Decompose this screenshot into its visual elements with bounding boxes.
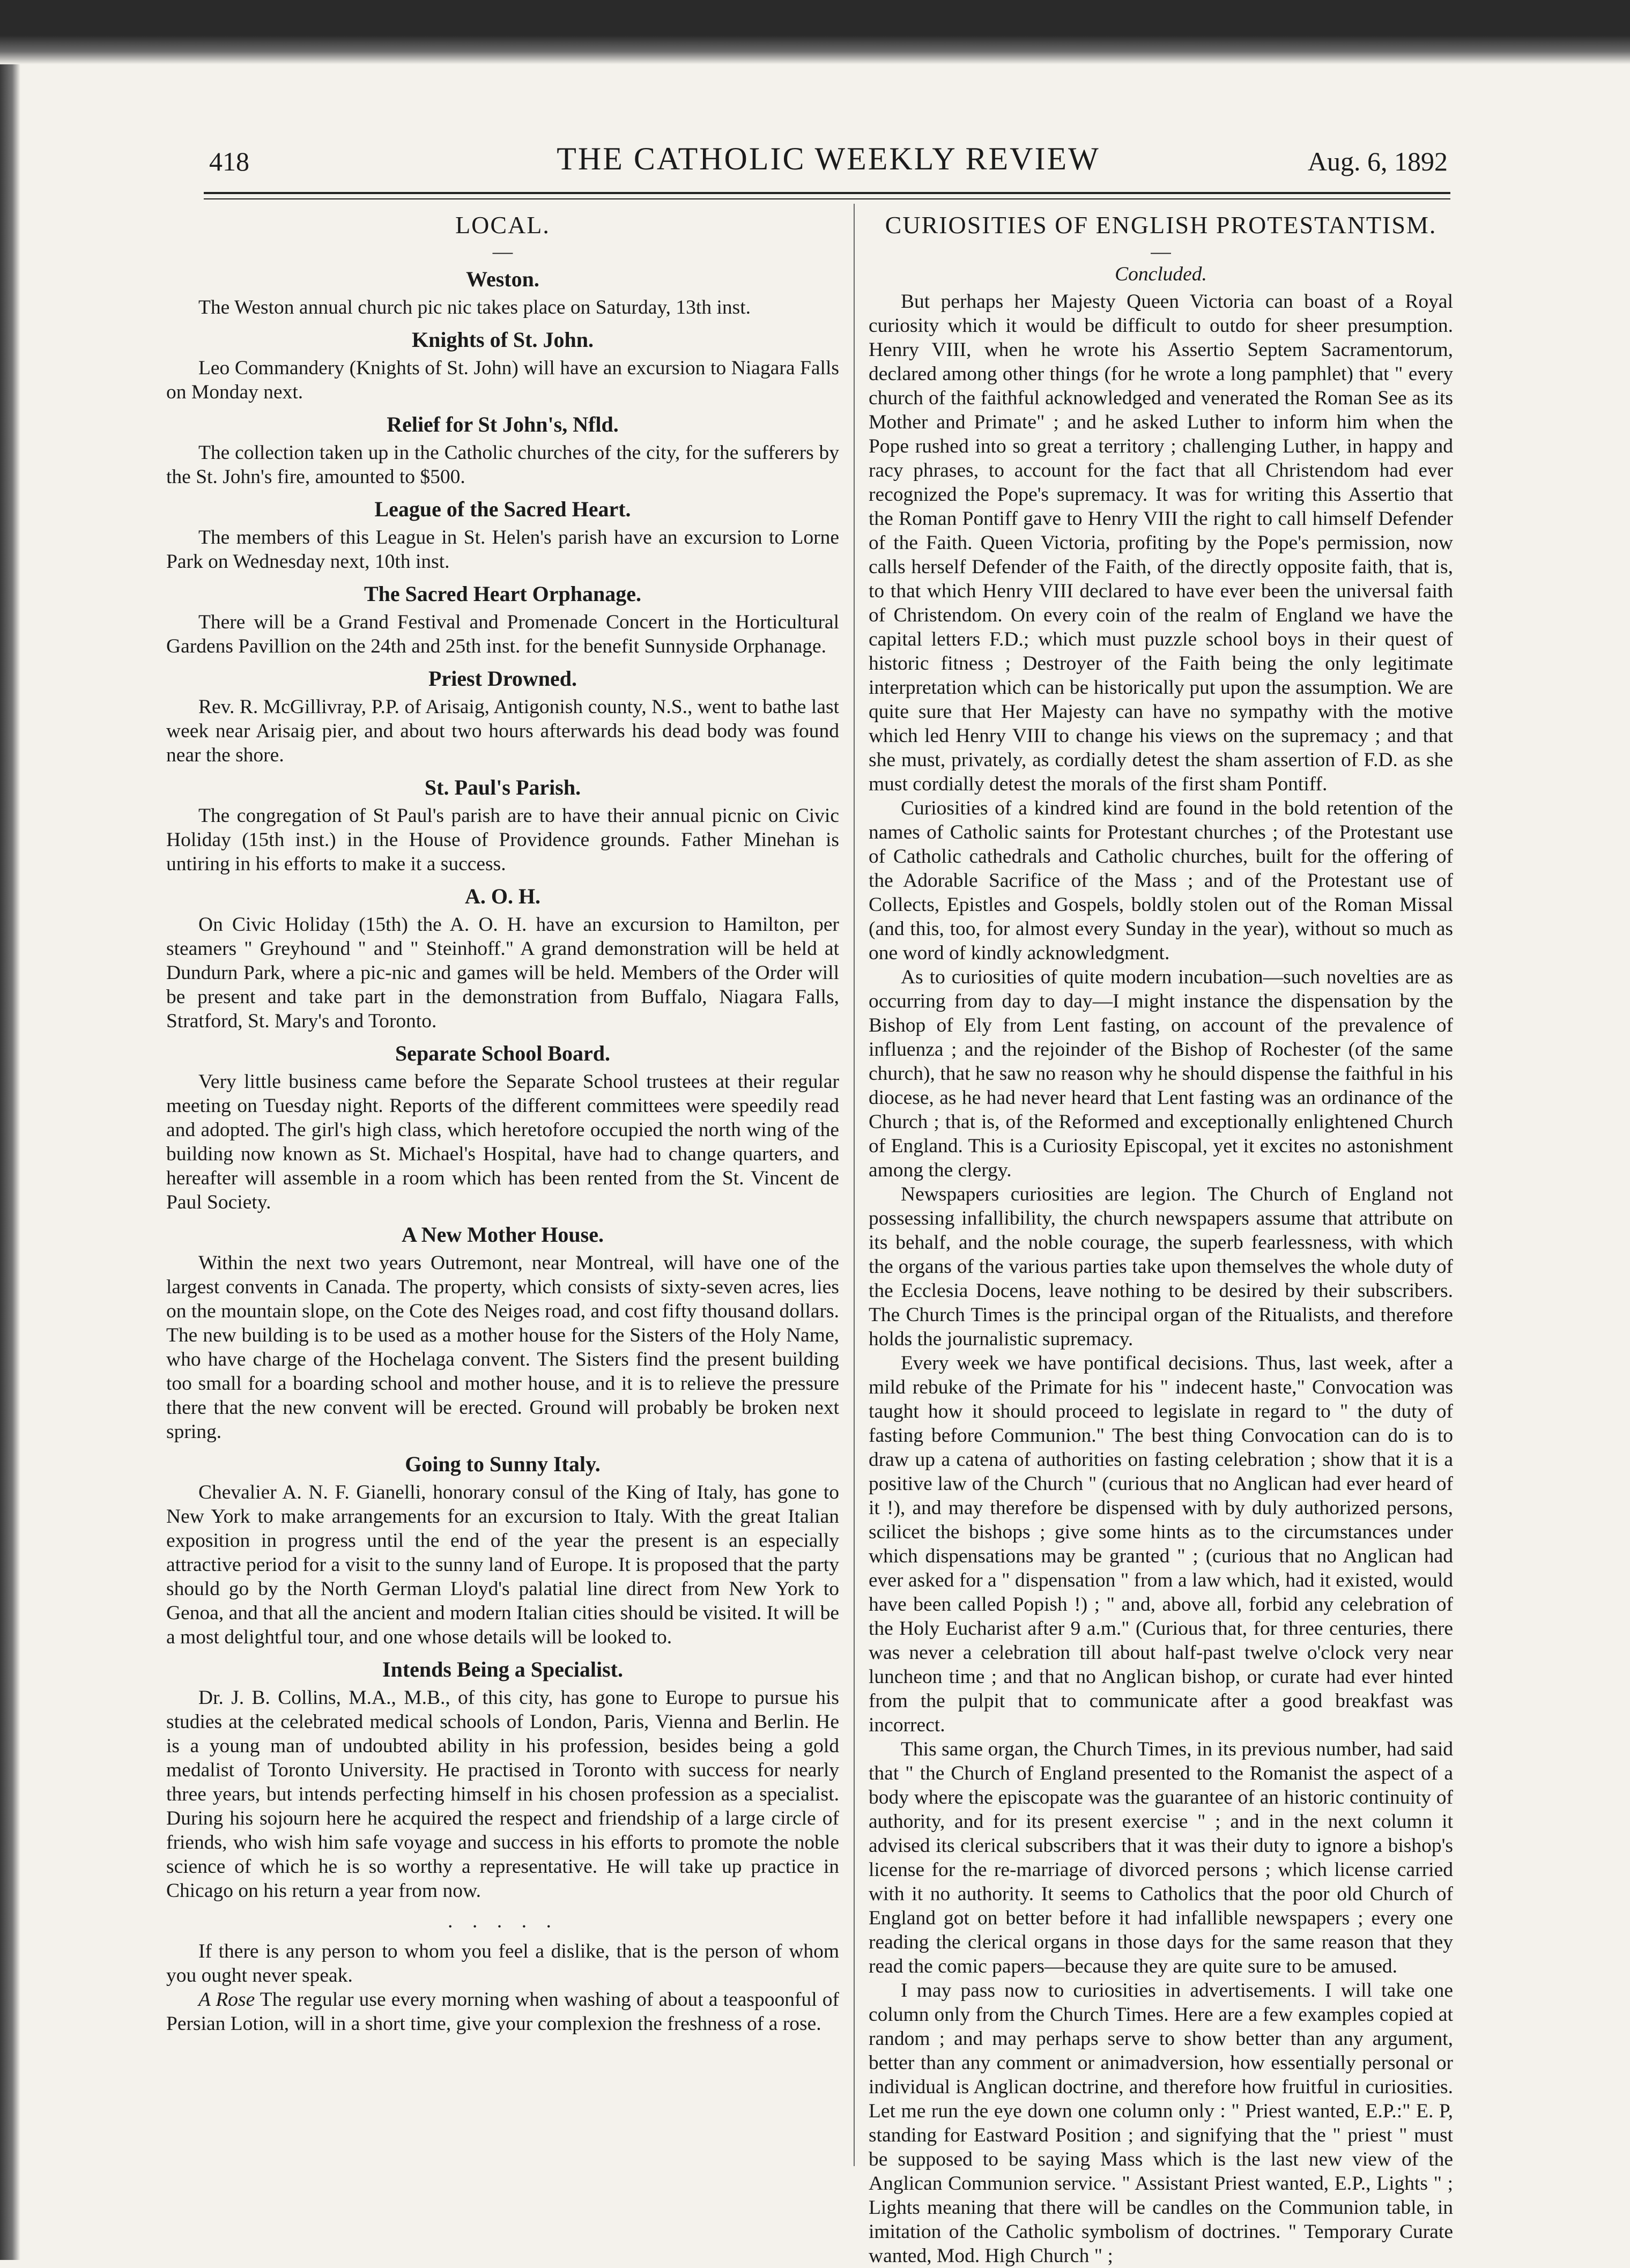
column-divider	[854, 204, 855, 2166]
article-heading: Priest Drowned.	[428, 666, 577, 691]
article-heading: The Sacred Heart Orphanage.	[364, 582, 641, 606]
article-paragraph: Newspapers curiosities are legion. The Church of England not possessing infallibility, the church newspapers assume that attribute on its behalf, and the noble courage, the superb fearlessness, with which the organs of the various parties take upon themselves the whole duty of the Ecclesia Docens, leave nothing to be desired by their subscribers. The Church Times is the principal organ of the Ritualists, and therefore holds the journalistic supremacy.	[869, 1183, 1453, 1351]
article-body: The congregation of St Paul's parish are to have their annual picnic on Civic Holiday (15th inst.) in the House of Providence grounds. Father Minehan is untiring in his efforts to make it a success.	[166, 805, 839, 876]
article-heading: Separate School Board.	[395, 1041, 611, 1066]
article-body: The collection taken up in the Catholic churches of the city, for the sufferers by the St. John's fire, amounted to $500.	[166, 442, 839, 488]
section-separator: · · · · ·	[447, 1916, 559, 1938]
article-body: Within the next two years Outremont, near Montreal, will have one of the largest convents in Canada. The property, which consists of sixty-seven acres, lies on the mountain slope, on the Cote des Neiges road, and cost fifty thousand dollars. The new building is to be used as a mother house for the Sisters of the Holy Name, who have charge of the Hochelaga convent. The Sisters find the present building too small for a boarding school and mother house, and it is to relieve the pressure there that the new convent will be erected. Ground will probably be broken next spring.	[166, 1252, 839, 1443]
article-paragraph: I may pass now to curiosities in advertisements. I will take one column only from the Church Times. Here are a few examples copied at random ; and may perhaps serve to show better than any argument, better than any comment or animadversion, how essentially personal or individual is Anglican doctrine, and therefore how fruitful in curiosities. Let me run the eye down one column only : " Priest wanted, E.P.:" E. P, standing for Eastward Position ; and signifying that the " priest " must be supposed to be saying Mass which is the last new view of the Anglican Communion service. " Assistant Priest wanted, E.P., Lights " ; Lights meaning that there will be candles on the Communion table, in imitation of the Catholic symbolism of doctrines. " Temporary Curate wanted, Mod. High Church " ;	[869, 1980, 1453, 2267]
article-heading: Weston.	[466, 267, 539, 292]
article-heading: Intends Being a Specialist.	[382, 1657, 623, 1682]
article-paragraph: As to curiosities of quite modern incubation—such novelties are as occurring from day to day—I might instance the dispensation by the Bishop of Ely from Lent fasting, on account of the prevalence of influenza ; and the rejoinder of the Bishop of Rochester (of the same church), that he saw no reason why he should dispense the faithful in his diocese, as he had never heard that Lent fasting was an ordinance of the Church ; that is, of the Reformed and exceptionally enlightened Church of England. This is a Curiosity Episcopal, yet it excites no astonishment among the clergy.	[869, 966, 1453, 1182]
article-body: On Civic Holiday (15th) the A. O. H. have an excursion to Hamilton, per steamers " Greyhound " and " Steinhoff." A grand demonstration will be held at Dundurn Park, where a pic-nic and games will be held. Members of the Order will be present and take part in the demonstration from Buffalo, Niagara Falls, Stratford, St. Mary's and Toronto.	[166, 914, 839, 1033]
curiosities-column	[869, 210, 1453, 2268]
journal-title: THE CATHOLIC WEEKLY REVIEW	[557, 141, 1100, 176]
issue-date: Aug. 6, 1892	[1307, 146, 1448, 176]
advertisement-label: A Rose	[198, 1988, 255, 2011]
article-paragraph: Curiosities of a kindred kind are found in the bold retention of the names of Catholic saints for Protestant churches ; of the Protestant use of Catholic cathedrals and Catholic churches, built for the offering of the Adorable Sacrifice of the Mass ; and of the Protestant use of Collects, Epistles and Gospels, boldly stolen out of the Roman Missal (and this, too, for almost every Sunday in the year), without so much as one word of kindly acknowledgment.	[869, 797, 1453, 965]
article-paragraph: Every week we have pontifical decisions. Thus, last week, after a mild rebuke of the Primate for his " indecent haste," Convocation was taught how it should proceed to legislate in regard to " the duty of fasting before Communion." The best thing Convocation can do is to draw up a catena of authorities on fasting celebration ; show that it is a positive law of the Church " (curious that no Anglican had ever heard of it !), and may therefore be dispensed with by duly authorized persons, scilicet the bishops ; give some hints as to the circumstances under which dispensations may be granted " ; (curious that no Anglican had ever asked for a " dispensation " from a law which, had it existed, would have been called Popish !) ; " and, above all, forbid any celebration of the Holy Eucharist after 9 a.m." (Curious that, for three centuries, there was never a celebration till about half-past twelve o'clock very near luncheon time ; and that no Anglican bishop, or curate had ever hinted from the pulpit that to communicate after a good breakfast was incorrect.	[869, 1352, 1453, 1737]
section-title: LOCAL.	[455, 211, 550, 239]
article-paragraph: This same organ, the Church Times, in its previous number, had said that " the Church of England presented to the Romanist the aspect of a body where the episcopate was the guarantee of an historic continuity of authority, and for its present exercise " ; and in the next column it advised its clerical subscribers that it was their duty to ignore a bishop's license for the re-marriage of divorced persons ; which license carried with it no authority. It seems to Catholics that the poor old Church of England got on better before it had infallible newspapers ; every one reading the clerical organs in those days for the same reason that they read the comic papers—because they are quite sure to be amused.	[869, 1738, 1453, 1978]
title-dash: —	[492, 241, 513, 263]
article-subtitle: Concluded.	[1115, 263, 1207, 286]
article-paragraph: But perhaps her Majesty Queen Victoria can boast of a Royal curiosity which it would be difficult to outdo for sheer presumption. Henry VIII, when he wrote his Assertio Septem Sacramentorum, declared among other things (for he wrote a long pamphlet) that " every church of the faithful acknowledged and venerated the Roman See as its Mother and Primate" ; and he asked Luther to inform him when the Pope rushed into so great a territory ; challenging Luther, in happy and racy phrases, to account for the fact that all Christendom had ever recognized the Pope's supremacy. It was for writing this Assertio that the Roman Pontiff gave to Henry VIII the right to call himself Defender of the Faith. Queen Victoria, profiting by the Pope's permission, now calls herself Defender of the Faith, of the directly opposite faith, that is, to that which Henry VIII declared to have ever been the universal faith of Christendom. On every coin of the realm of England we have the capital letters F.D.; which must puzzle school boys in their quest of historic fitness ; Destroyer of the Faith being the only legitimate interpretation which can be historically put upon the assumption. We are quite sure that Her Majesty can have no sympathy with the motive which led Henry VIII to change his views on the supremacy ; and that she must, privately, as cordially detest the sham assertion of F.D. as she must cordially detest the morals of the first sham Pontiff.	[869, 291, 1453, 796]
article-body: Dr. J. B. Collins, M.A., M.B., of this city, has gone to Europe to pursue his studies at the celebrated medical schools of London, Paris, Vienna and Berlin. He is a young man of undoubted ability in his profession, besides being a gold medalist of Toronto University. He practised in Toronto with success for nearly three years, but intends perfecting himself in his chosen profession as a specialist. During his sojourn here he acquired the respect and friendship of a large circle of friends, who wish him safe voyage and success in his efforts to promote the noble science of which he is so worthy a representative. He will take up practice in Chicago on his return a year from now.	[166, 1687, 839, 1902]
article-heading: Relief for St John's, Nfld.	[387, 412, 619, 437]
article-heading: Knights of St. John.	[412, 328, 594, 352]
advertisement-text: The regular use every morning when washing of about a teaspoonful of Persian Lotion, will in a short time, give your complexion the freshness of a rose.	[166, 1988, 840, 2035]
header-rule-thin	[204, 198, 1450, 199]
article-body: Leo Commandery (Knights of St. John) will have an excursion to Niagara Falls on Monday next.	[166, 357, 839, 404]
title-dash: —	[1151, 241, 1171, 263]
scan-edge-top	[0, 0, 1630, 64]
article-body: Rev. R. McGillivray, P.P. of Arisaig, Antigonish county, N.S., went to bathe last week near Arisaig pier, and about two hours afterwards his dead body was found near the shore.	[166, 696, 839, 767]
advertisement-paragraph	[166, 1988, 839, 2036]
article-heading: St. Paul's Parish.	[424, 775, 581, 800]
article-body: Very little business came before the Separate School trustees at their regular meeting on Tuesday night. Reports of the different committees were speedily read and adopted. The girl's high class, which heretofore occupied the north wing of the building now known as St. Michael's Hospital, have had to change quarters, and hereafter will assemble in a room which has been rented from the St. Vincent de Paul Society.	[166, 1071, 839, 1214]
header-rule	[204, 192, 1450, 194]
article-heading: A. O. H.	[464, 884, 541, 909]
article-title: CURIOSITIES OF ENGLISH PROTESTANTISM.	[885, 211, 1437, 239]
local-news-column	[166, 210, 839, 2036]
article-body: Chevalier A. N. F. Gianelli, honorary consul of the King of Italy, has gone to New York to make arrangements for an excursion to Italy. With the great Italian exposition in progress until the end of the year the present is an especially attractive period for a visit to the sunny land of Europe. It is proposed that the party should go by the North German Lloyd's palatial line direct from New York to Genoa, and that all the ancient and modern Italian cities should be visited. It will be a most delightful tour, and one whose details will be looked to.	[166, 1481, 839, 1649]
scan-edge-left	[0, 64, 20, 2260]
page-number: 418	[209, 146, 249, 176]
article-heading: Going to Sunny Italy.	[405, 1452, 601, 1477]
page-header	[209, 140, 1448, 183]
article-body: The Weston annual church pic nic takes place on Saturday, 13th inst.	[198, 297, 751, 319]
article-body: There will be a Grand Festival and Promenade Concert in the Horticultural Gardens Pavillion on the 24th and 25th inst. for the benefit Sunnyside Orphanage.	[166, 611, 839, 658]
article-body: The members of this League in St. Helen's parish have an excursion to Lorne Park on Wednesday next, 10th inst.	[166, 527, 839, 573]
article-heading: League of the Sacred Heart.	[374, 497, 631, 522]
filler-paragraph: If there is any person to whom you feel a dislike, that is the person of whom you ought never speak.	[166, 1940, 839, 1987]
article-heading: A New Mother House.	[402, 1222, 604, 1247]
